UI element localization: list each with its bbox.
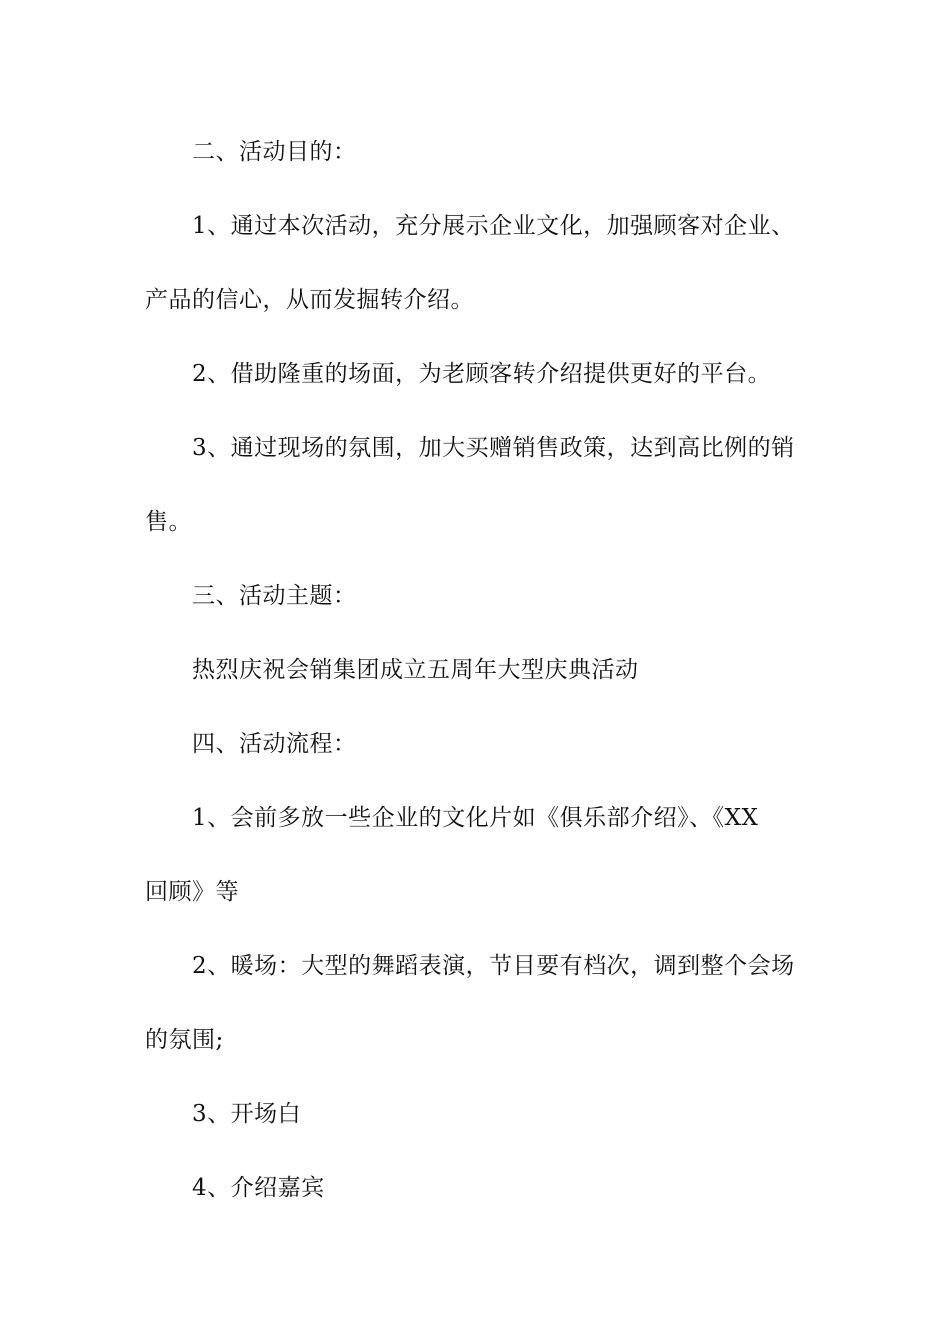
paragraph-line: 1、通过本次活动，充分展示企业文化，加强顾客对企业、: [192, 213, 795, 239]
section-heading-process: 四、活动流程：: [192, 731, 357, 757]
paragraph-line: 的氛围;: [145, 1027, 224, 1053]
section-heading-purpose: 二、活动目的：: [192, 139, 357, 165]
paragraph-line: 2、借助隆重的场面，为老顾客转介绍提供更好的平台。: [192, 361, 772, 387]
paragraph-line: 3、通过现场的氛围，加大买赠销售政策，达到高比例的销: [192, 435, 795, 461]
paragraph-line: 3、开场白: [192, 1101, 302, 1127]
paragraph-line: 1、会前多放一些企业的文化片如《俱乐部介绍》、《XX: [192, 805, 759, 831]
paragraph-line: 热烈庆祝会销集团成立五周年大型庆典活动: [192, 657, 639, 683]
section-heading-theme: 三、活动主题：: [192, 583, 357, 609]
paragraph-line: 产品的信心，从而发掘转介绍。: [145, 287, 474, 313]
paragraph-line: 回顾》等: [145, 879, 239, 905]
paragraph-line: 2、暖场：大型的舞蹈表演，节目要有档次，调到整个会场: [192, 953, 795, 979]
paragraph-line: 4、介绍嘉宾: [192, 1175, 325, 1201]
paragraph-line: 售。: [145, 509, 192, 535]
